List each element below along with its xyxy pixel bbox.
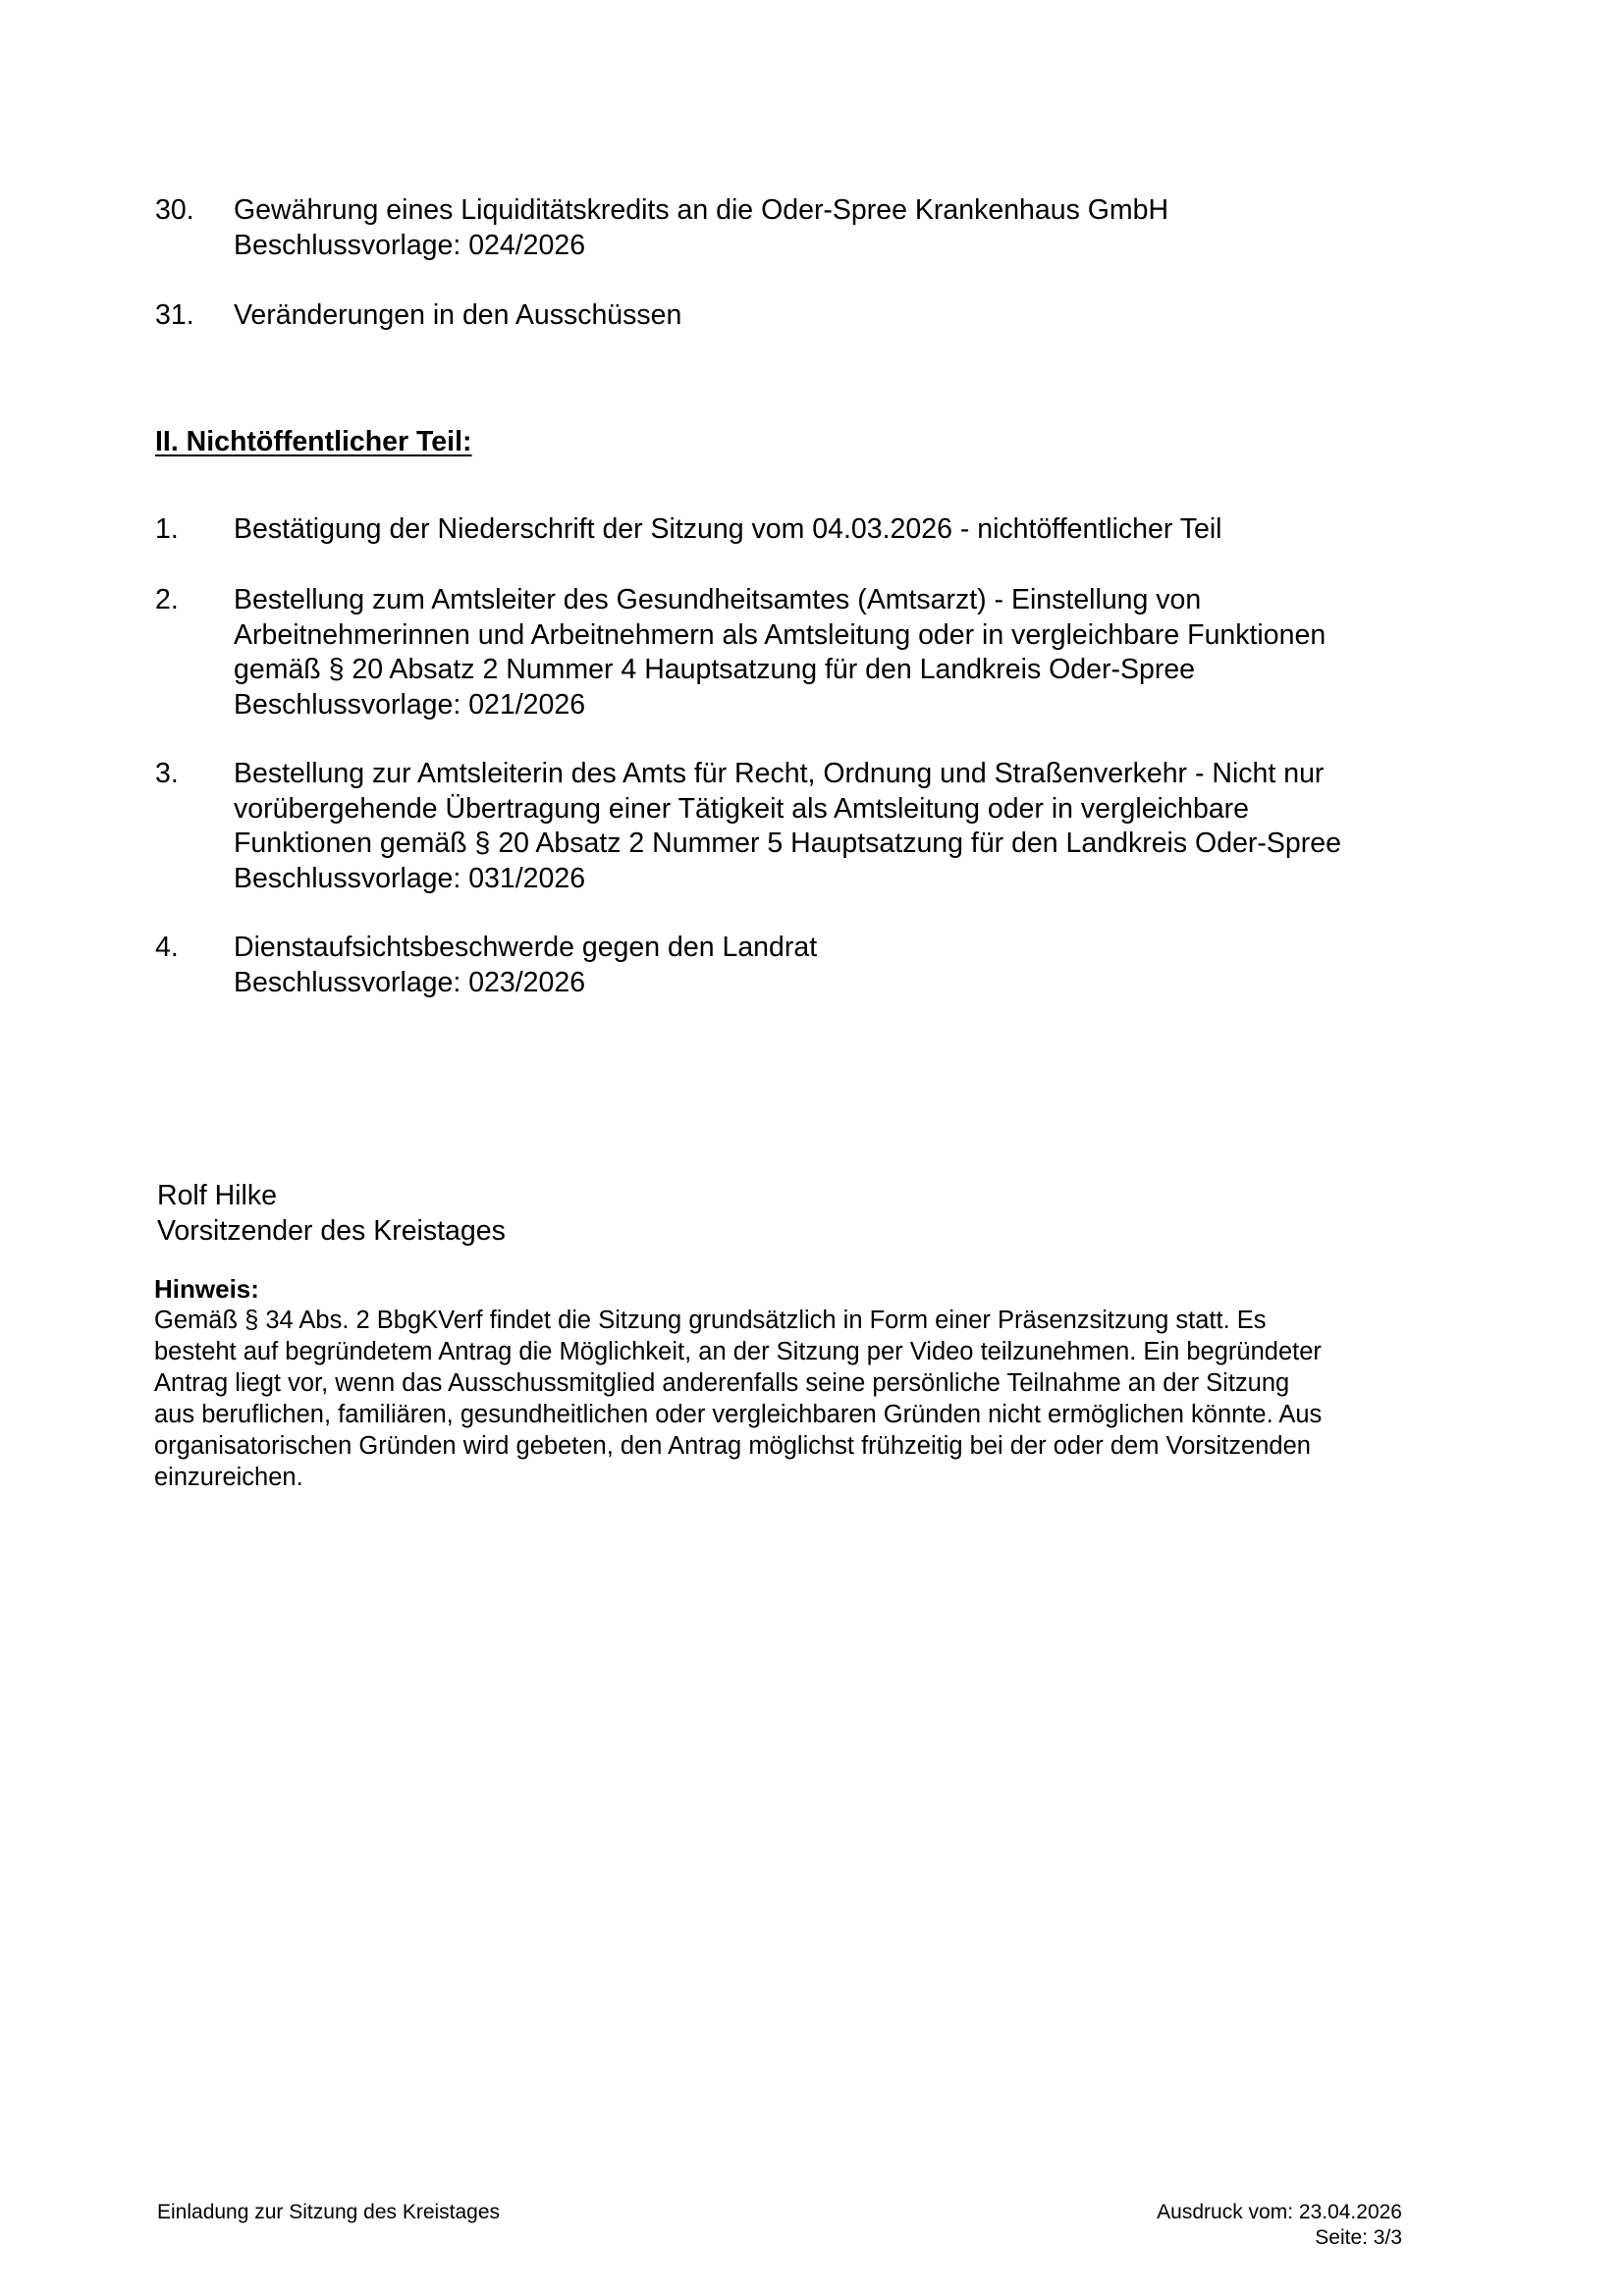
agenda-item-title-continued: vorübergehende Übertragung einer Tätigkeit als Amtsleitung oder in vergleichbare [234, 792, 1250, 825]
signatory-role: Vorsitzender des Kreistages [157, 1214, 506, 1247]
section-heading-non-public: II. Nichtöffentlicher Teil: [155, 426, 472, 457]
note-line: organisatorischen Gründen wird gebeten, den Antrag möglichst frühzeitig bei der oder dem Vorsitzenden [154, 1432, 1311, 1460]
agenda-item-title: Bestätigung der Niederschrift der Sitzung vom 04.03.2026 - nichtöffentlicher Teil [234, 513, 1222, 545]
note-line: Antrag liegt vor, wenn das Ausschussmitglied anderenfalls seine persönliche Teilnahme an der Sitzung [154, 1369, 1290, 1397]
note-line: einzureichen. [154, 1464, 303, 1491]
agenda-item-reference: Beschlussvorlage: 024/2026 [234, 229, 586, 261]
agenda-item-title: Bestellung zum Amtsleiter des Gesundheitsamtes (Amtsarzt) - Einstellung von [234, 584, 1202, 615]
agenda-item-number: 31. [155, 299, 194, 331]
agenda-item-30 [155, 193, 1461, 263]
signature-block [157, 1179, 506, 1249]
agenda-item-title-continued: Arbeitnehmerinnen und Arbeitnehmern als Amtsleitung oder in vergleichbare Funktionen [234, 618, 1326, 651]
agenda-item-number: 4. [155, 932, 179, 963]
note-line: Gemäß § 34 Abs. 2 BbgKVerf findet die Sitzung grundsätzlich in Form einer Präsenzsitzung statt. Es [154, 1307, 1267, 1334]
agenda-item-title-continued: Funktionen gemäß § 20 Absatz 2 Nummer 5 Hauptsatzung für den Landkreis Oder-Spree [234, 828, 1341, 859]
agenda-item-title-continued: gemäß § 20 Absatz 2 Nummer 4 Hauptsatzung für den Landkreis Oder-Spree [234, 654, 1196, 685]
agenda-item-title: Veränderungen in den Ausschüssen [234, 299, 682, 331]
private-agenda-item-2 [155, 583, 1461, 722]
footer-print-date: Ausdruck vom: 23.04.2026 [1157, 2201, 1402, 2223]
agenda-item-number: 1. [155, 513, 179, 545]
agenda-item-number: 3. [155, 758, 179, 789]
note-line: aus beruflichen, familiären, gesundheitlichen oder vergleichbaren Gründen nicht ermöglichen könnte. Aus [154, 1401, 1323, 1428]
private-agenda-item-1 [155, 512, 1461, 548]
agenda-item-reference: Beschlussvorlage: 031/2026 [234, 862, 586, 894]
signatory-name: Rolf Hilke [157, 1180, 277, 1211]
private-agenda-item-4 [155, 931, 1461, 1000]
footer-print-info [1157, 2200, 1402, 2251]
agenda-item-reference: Beschlussvorlage: 021/2026 [234, 688, 586, 721]
note-line: besteht auf begründetem Antrag die Möglichkeit, an der Sitzung per Video teilzunehmen. Ein begründeter [154, 1338, 1322, 1365]
note-block [154, 1273, 1450, 1493]
agenda-item-title: Bestellung zur Amtsleiterin des Amts für Recht, Ordnung und Straßenverkehr - Nicht nur [234, 758, 1325, 789]
private-agenda-item-3 [155, 757, 1461, 896]
agenda-item-title: Gewährung eines Liquiditätskredits an die Oder-Spree Krankenhaus GmbH [234, 194, 1169, 226]
note-title: Hinweis: [154, 1274, 259, 1304]
agenda-item-title: Dienstaufsichtsbeschwerde gegen den Landrat [234, 932, 818, 963]
agenda-item-reference: Beschlussvorlage: 023/2026 [234, 966, 586, 998]
agenda-item-number: 30. [155, 194, 194, 226]
footer-document-title: Einladung zur Sitzung des Kreistages [157, 2201, 501, 2223]
agenda-item-31 [155, 298, 1461, 334]
agenda-item-number: 2. [155, 584, 179, 615]
footer-page-number: Seite: 3/3 [1315, 2226, 1402, 2249]
